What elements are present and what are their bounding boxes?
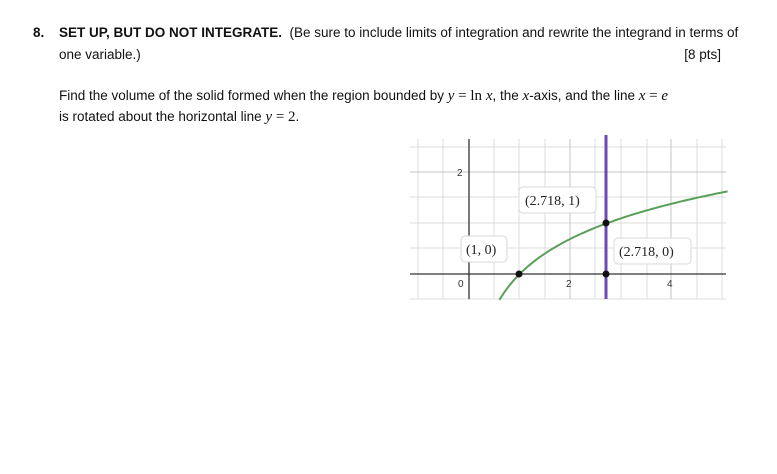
problem-line-1: Find the volume of the solid formed when the region bounded by y = ln x, the x-axis, and the line x = e xyxy=(59,88,669,104)
instruction-rest: (Be sure to include limits of integration and rewrite the integrand in terms of xyxy=(289,25,739,40)
x-variable: x xyxy=(522,88,530,104)
point-label-e-1: (2.718, 1) xyxy=(525,194,580,209)
equation-ln: y = ln x xyxy=(447,88,493,104)
point-e-0 xyxy=(603,271,610,278)
tick-label-x2: 2 xyxy=(566,279,572,290)
point-label-e-0: (2.718, 0) xyxy=(619,245,674,260)
tick-label-y2: 2 xyxy=(457,168,463,179)
equation-y-2: y = 2 xyxy=(265,109,296,125)
instruction-line-2: one variable.) xyxy=(59,47,141,62)
major-grid xyxy=(410,139,726,299)
point-1-0 xyxy=(516,271,523,278)
equation-x-e: x = e xyxy=(638,88,669,104)
tick-label-origin: 0 xyxy=(458,279,464,290)
point-e-1 xyxy=(603,220,610,227)
tick-label-x4: 4 xyxy=(667,279,673,290)
points-value: [8 pts] xyxy=(684,47,721,62)
question-number: 8. xyxy=(33,25,45,40)
instruction-heading: SET UP, BUT DO NOT INTEGRATE. xyxy=(59,25,283,40)
problem-line-2: is rotated about the horizontal line y = 2. xyxy=(59,109,300,125)
grid xyxy=(410,139,726,299)
region-graph xyxy=(410,135,730,303)
question-instruction xyxy=(59,25,738,40)
point-label-1-0: (1, 0) xyxy=(466,243,497,258)
